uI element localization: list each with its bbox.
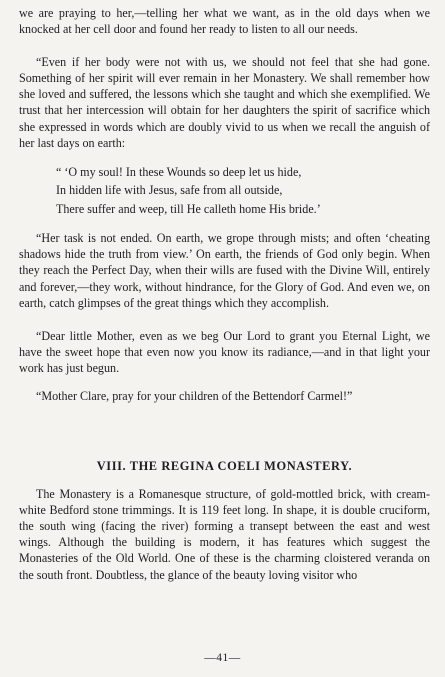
paragraph-continuation: we are praying to her,—telling her what we want, as in the old days when we knocked at her cell door and found her ready to listen to all our needs. bbox=[19, 6, 430, 37]
poem-line: “ ‘O my soul! In these Wounds so deep let us hide, bbox=[56, 164, 302, 179]
paragraph-dear-mother: “Dear little Mother, even as we beg Our Lord to grant you Eternal Light, we have the sweet hope that even now you know its radiance,—and in that light your work has just begun. bbox=[19, 328, 430, 375]
paragraph-monastery: The Monastery is a Romanesque structure, of gold-mottled brick, with cream-white Bedford stone trimmings. It is 119 feet long. In shape, it is double cruciform, the south wing (facing the river) forming a transept between the east and west wings. Although the building is modern, it has features which suggest the Monasteries of the Old World. One of these is the charming cloistered veranda on the south front. Doubtless, the glance of the beauty loving visitor who bbox=[19, 487, 430, 582]
poem-line: In hidden life with Jesus, safe from all outside, bbox=[56, 183, 283, 198]
page-number: —41— bbox=[204, 652, 241, 664]
poem-line: There suffer and weep, till He calleth home His bride.’ bbox=[56, 201, 321, 216]
paragraph-pray: “Mother Clare, pray for your children of the Bettendorf Carmel!” bbox=[36, 389, 353, 403]
poem-quote bbox=[56, 163, 430, 219]
paragraph-task: “Her task is not ended. On earth, we grope through mists; and often ‘cheating shadows hide the truth from view.’ On earth, the friends of God only begin. When they reach the Perfect Day, when their wills are fused with the Divine Will, entirely and forever,—they work, without hindrance, for the Glory of God. And even we, on earth, catch glimpses of the great things which they accomplish. bbox=[19, 231, 430, 310]
paragraph-body-gone: “Even if her body were not with us, we should not feel that she had gone. Something of her spirit will ever remain in her Monastery. We shall remember how she loved and suffered, the lessons which she taught and which she exemplified. We trust that her intercession will obtain for her daughters the spirit of sacrifice which she expressed in words which are doubly vivid to us when we recall the anguish of her last days on earth: bbox=[19, 55, 430, 150]
section-heading: VIII. THE REGINA COELI MONASTERY. bbox=[96, 459, 353, 474]
